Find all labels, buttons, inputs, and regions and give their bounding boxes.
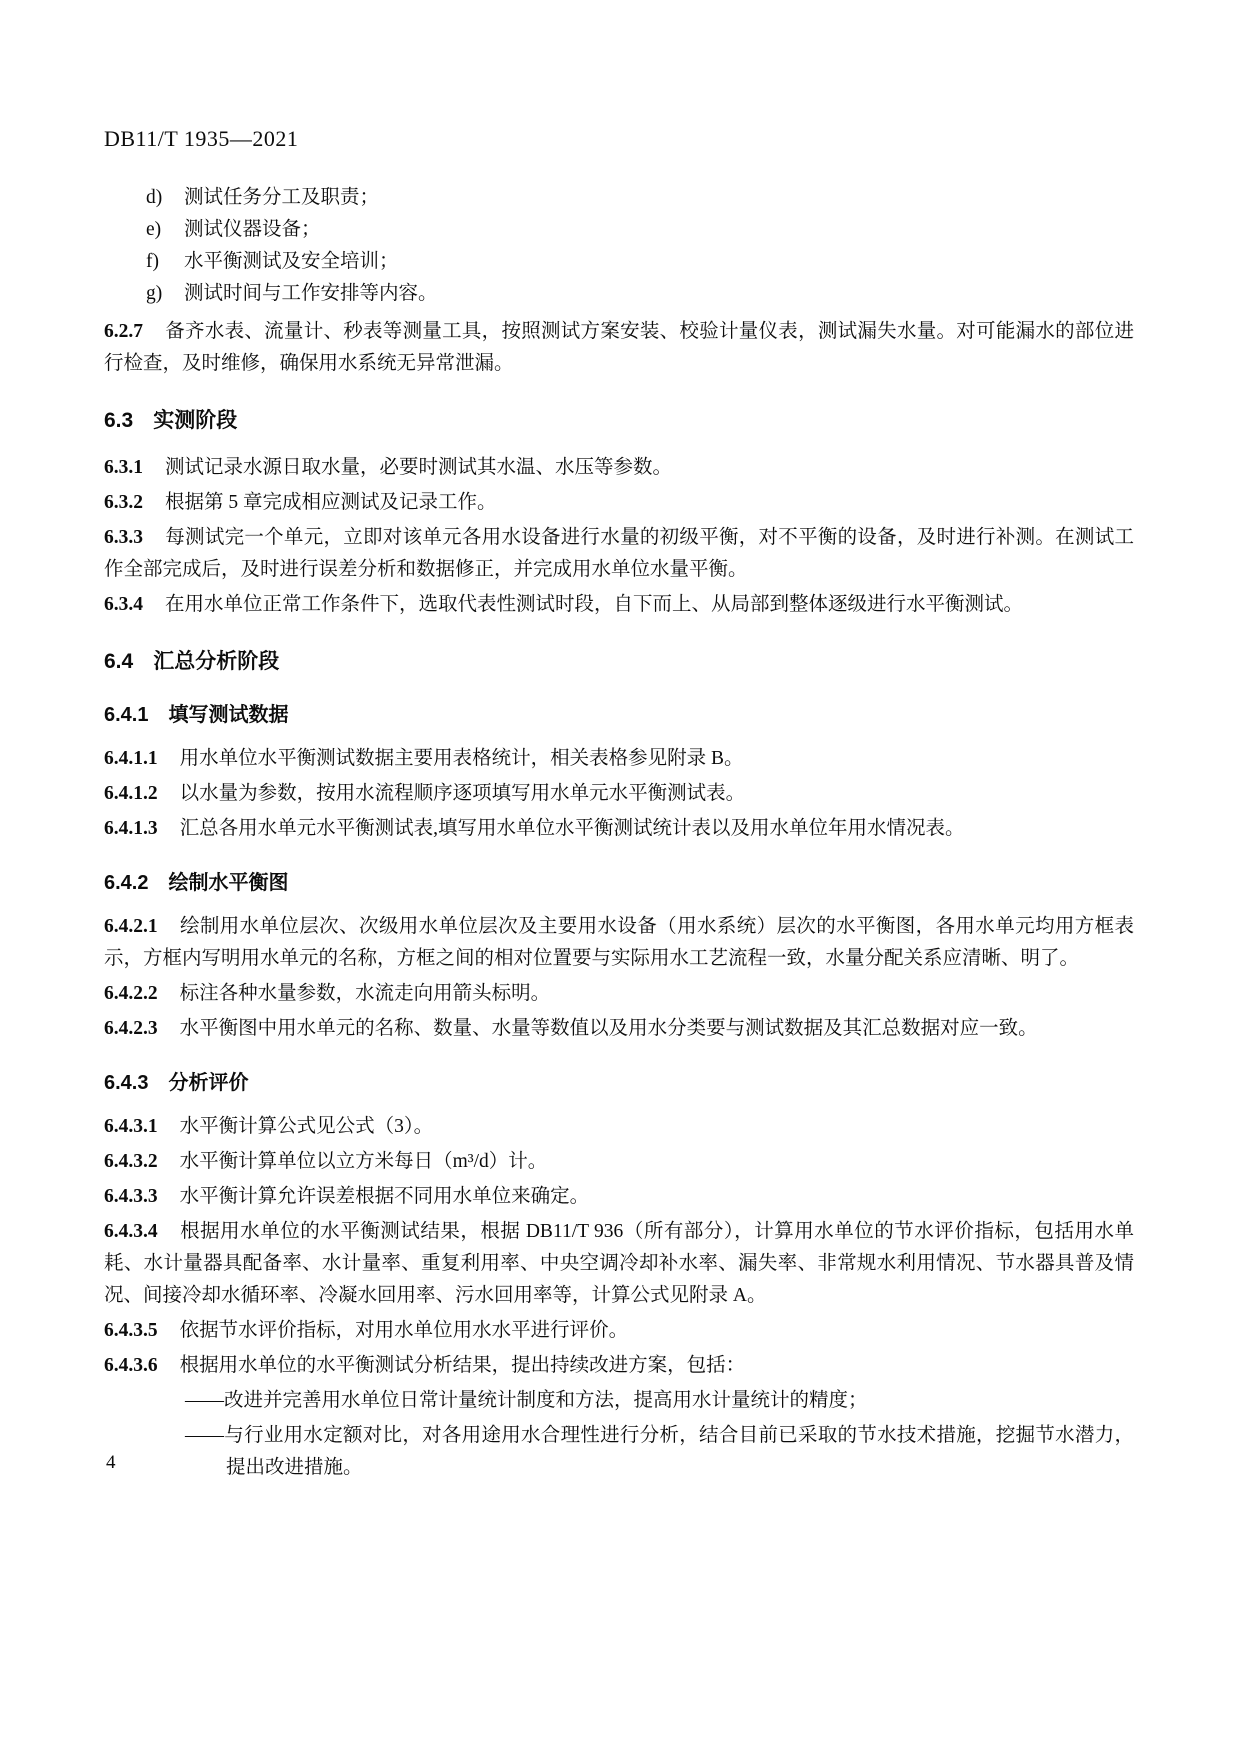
clause-text: 测试记录水源日取水量，必要时测试其水温、水压等参数。 xyxy=(165,457,673,478)
clause-number: 6.4.3.5 xyxy=(104,1320,158,1341)
clause-text: 根据用水单位的水平衡测试结果，根据 DB11/T 936（所有部分），计算用水单位的节水评价指标，包括用水单耗、水计量器具配备率、水计量率、重复利用率、中央空调冷却补水率、漏失率、非常规水利用情况、节水器具普及情况、间接冷却水循环率、冷凝水回用率、污水回用率等，计算公式见附录 A。 xyxy=(104,1221,1134,1306)
clause-6-4-3-2 xyxy=(104,1146,1134,1178)
clause-number: 6.4.2.1 xyxy=(104,916,158,937)
clause-number: 6.3.4 xyxy=(104,594,143,615)
section-heading-6-4 xyxy=(104,647,1134,677)
list-item-text: 测试任务分工及职责； xyxy=(184,187,380,208)
clause-text: 备齐水表、流量计、秒表等测量工具，按照测试方案安装、校验计量仪表，测试漏失水量。对可能漏水的部位进行检查，及时维修，确保用水系统无异常泄漏。 xyxy=(104,321,1134,374)
clause-text: 水平衡计算公式见公式（3）。 xyxy=(179,1116,434,1137)
clause-number: 6.4.1.2 xyxy=(104,783,158,804)
list-item-d xyxy=(104,182,1134,214)
clause-text: 在用水单位正常工作条件下，选取代表性测试时段，自下而上、从局部到整体逐级进行水平衡测试。 xyxy=(165,594,1024,615)
clause-text: 汇总各用水单元水平衡测试表,填写用水单位水平衡测试统计表以及用水单位年用水情况表。 xyxy=(179,818,965,839)
clause-number: 6.3.2 xyxy=(104,492,143,513)
heading-number: 6.4.2 xyxy=(104,872,149,894)
section-heading-6-3 xyxy=(104,406,1134,436)
heading-title: 实测阶段 xyxy=(153,409,238,432)
section-heading-6-4-2 xyxy=(104,869,1134,897)
heading-number: 6.4.1 xyxy=(104,704,149,726)
clause-number: 6.3.1 xyxy=(104,457,143,478)
clause-number: 6.4.1.1 xyxy=(104,748,158,769)
lettered-list xyxy=(104,182,1134,310)
clause-number: 6.4.3.3 xyxy=(104,1186,158,1207)
heading-title: 绘制水平衡图 xyxy=(168,872,289,894)
clause-text: 以水量为参数，按用水流程顺序逐项填写用水单元水平衡测试表。 xyxy=(179,783,746,804)
clause-6-2-7 xyxy=(104,316,1134,380)
list-item-label: f) xyxy=(146,251,159,272)
clause-6-4-3-3 xyxy=(104,1181,1134,1213)
heading-number: 6.4 xyxy=(104,650,134,673)
clause-6-4-3-6 xyxy=(104,1350,1134,1382)
clause-6-4-1-3 xyxy=(104,813,1134,845)
clause-number: 6.4.2.2 xyxy=(104,983,158,1004)
heading-number: 6.4.3 xyxy=(104,1072,149,1094)
page-number: 4 xyxy=(106,1452,116,1473)
list-item-text: 水平衡测试及安全培训； xyxy=(184,251,399,272)
clause-6-3-2 xyxy=(104,487,1134,519)
clause-6-3-3 xyxy=(104,522,1134,586)
heading-title: 分析评价 xyxy=(168,1072,249,1094)
clause-text: 依据节水评价指标，对用水单位用水水平进行评价。 xyxy=(179,1320,629,1341)
clause-6-4-2-3 xyxy=(104,1013,1134,1045)
list-item-text: 测试时间与工作安排等内容。 xyxy=(184,283,438,304)
clause-6-4-1-2 xyxy=(104,778,1134,810)
clause-6-4-1-1 xyxy=(104,743,1134,775)
clause-number: 6.3.3 xyxy=(104,527,143,548)
section-heading-6-4-3 xyxy=(104,1069,1134,1097)
clause-text: 水平衡计算单位以立方米每日（m³/d）计。 xyxy=(179,1151,548,1172)
dash-list xyxy=(104,1385,1134,1484)
dash-item-2: ——与行业用水定额对比，对各用途用水合理性进行分析，结合目前已采取的节水技术措施，挖掘节水潜力，提出改进措施。 xyxy=(185,1425,1134,1478)
clause-6-4-3-4 xyxy=(104,1216,1134,1312)
clause-number: 6.4.2.3 xyxy=(104,1018,158,1039)
clause-text: 根据第 5 章完成相应测试及记录工作。 xyxy=(165,492,497,513)
dash-item-1: ——改进并完善用水单位日常计量统计制度和方法，提高用水计量统计的精度； xyxy=(185,1390,868,1411)
clause-6-4-3-1 xyxy=(104,1111,1134,1143)
heading-number: 6.3 xyxy=(104,409,134,432)
clause-text: 用水单位水平衡测试数据主要用表格统计，相关表格参见附录 B。 xyxy=(179,748,744,769)
list-item-text: 测试仪器设备； xyxy=(184,219,321,240)
clause-number: 6.2.7 xyxy=(104,321,143,342)
clause-text: 绘制用水单位层次、次级用水单位层次及主要用水设备（用水系统）层次的水平衡图，各用水单元均用方框表示，方框内写明用水单元的名称，方框之间的相对位置要与实际用水工艺流程一致，水量分配关系应清晰、明了。 xyxy=(104,916,1134,969)
clause-6-3-1 xyxy=(104,452,1134,484)
list-item-label: e) xyxy=(146,219,162,240)
doc-code-header: DB11/T 1935—2021 xyxy=(104,126,299,151)
clause-number: 6.4.3.1 xyxy=(104,1116,158,1137)
clause-text: 根据用水单位的水平衡测试分析结果，提出持续改进方案，包括： xyxy=(179,1355,746,1376)
clause-number: 6.4.3.6 xyxy=(104,1355,158,1376)
heading-title: 汇总分析阶段 xyxy=(153,650,280,673)
clause-number: 6.4.1.3 xyxy=(104,818,158,839)
clause-text: 每测试完一个单元，立即对该单元各用水设备进行水量的初级平衡，对不平衡的设备，及时进行补测。在测试工作全部完成后，及时进行误差分析和数据修正，并完成用水单位水量平衡。 xyxy=(104,527,1134,580)
clause-text: 水平衡计算允许误差根据不同用水单位来确定。 xyxy=(179,1186,590,1207)
list-item-label: d) xyxy=(146,187,163,208)
heading-title: 填写测试数据 xyxy=(168,704,289,726)
clause-6-3-4 xyxy=(104,589,1134,621)
clause-6-4-2-2 xyxy=(104,978,1134,1010)
clause-number: 6.4.3.2 xyxy=(104,1151,158,1172)
section-heading-6-4-1 xyxy=(104,701,1134,729)
list-item-e xyxy=(104,214,1134,246)
list-item-g xyxy=(104,278,1134,310)
clause-number: 6.4.3.4 xyxy=(104,1221,158,1242)
clause-6-4-2-1 xyxy=(104,911,1134,975)
list-item-label: g) xyxy=(146,283,163,304)
list-item-f xyxy=(104,246,1134,278)
clause-text: 标注各种水量参数，水流走向用箭头标明。 xyxy=(179,983,551,1004)
clause-6-4-3-5 xyxy=(104,1315,1134,1347)
clause-text: 水平衡图中用水单元的名称、数量、水量等数值以及用水分类要与测试数据及其汇总数据对应一致。 xyxy=(179,1018,1038,1039)
